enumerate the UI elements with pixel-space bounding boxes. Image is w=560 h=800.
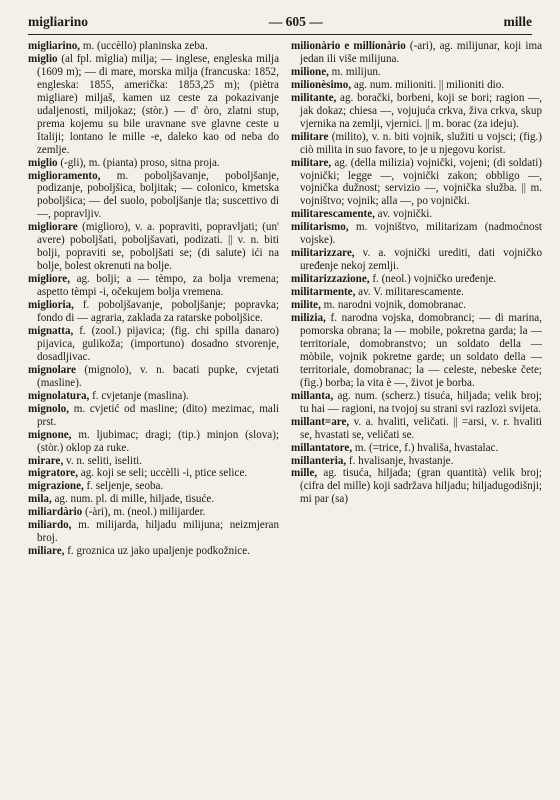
dictionary-entry	[28, 455, 279, 468]
entry-headword: milionàrio e millionàrio	[291, 40, 406, 52]
dictionary-entry	[28, 480, 279, 493]
entry-headword: mignolo,	[28, 402, 69, 415]
entry-definition: ag. borački, borbeni, koji se bori; ragion —, jak dokaz; chiesa —, vojujuća crkva, živa crkva, skup vjernika na zemlji, vjernici. || m. borac (za ideju).	[300, 91, 542, 130]
entry-definition: f. seljenje, seoba.	[83, 480, 164, 493]
entry-definition: f. cvjetanje (maslina).	[89, 389, 189, 402]
entry-definition: ag. bolji; a — tèmpo, za bolja vremena; aspetto tèmpi -i, očekujem bolja vremena.	[37, 273, 279, 299]
dictionary-entry	[291, 247, 542, 273]
entry-definition: v. a. vojnički urediti, dati vojničko uređenje nekoj zemlji.	[300, 247, 542, 273]
entry-headword: migliorare	[28, 221, 78, 234]
dictionary-entry	[28, 170, 279, 222]
entry-definition: ag. num. (scherz.) tisuća, hiljada; velik broj; tu hai — ragioni, na tvojoj su strani svi razlozi svijeta.	[300, 389, 542, 415]
entry-definition: v. n. seliti, iseliti.	[63, 454, 143, 467]
dictionary-entry	[291, 157, 542, 209]
entry-headword: militarizzare,	[291, 247, 355, 260]
entry-definition: (al fpl. mìglia) milja; — inglese, engleska milja (1609 m); — di mare, morska milja (francuska: 1852, engleska: 1855, američka: 1853,25 m); (piètra migliare) milјaš, kamen uz ceste za pokazivanje udaljenosti, miljokaz; (stòr.) — d' òro, zlatni stup, prema kojemu su bile uravnane sve glavne ceste u Italiji; lontano le mille -e, daleko kao od neba do zemlje.	[37, 52, 279, 156]
entry-definition: m. vojništvo, militarizam (nadmoćnost vojske).	[300, 221, 542, 247]
entry-headword: militare,	[291, 156, 332, 169]
entry-headword: miglioramento,	[28, 169, 101, 182]
entry-definition: f. hvalisanje, hvastanje.	[346, 454, 454, 467]
entry-definition: av. V. militarescamente.	[355, 286, 464, 299]
entry-headword: militare	[291, 130, 329, 143]
entry-headword: millantatore,	[291, 441, 353, 454]
entry-headword: militarescamente,	[291, 208, 375, 221]
dictionary-entry	[291, 416, 542, 442]
entry-headword: mignatta,	[28, 324, 74, 337]
dictionary-entry	[291, 286, 542, 299]
dictionary-entry	[28, 325, 279, 364]
dictionary-entry	[291, 92, 542, 131]
entry-headword: milizia,	[291, 312, 326, 325]
entry-headword: militarismo,	[291, 221, 349, 234]
entry-definition: ag. num. milioniti. || milioniti dio.	[351, 78, 505, 91]
entry-definition: f. (zool.) pijavica; (fig. chi spilla danaro) pijavica, gulikoža; (importuno) dosadno stvorenje, dosadljivac.	[37, 324, 279, 363]
dictionary-entry	[28, 403, 279, 429]
entry-definition: m. (uccèllo) planinska zeba.	[80, 40, 208, 52]
dictionary-entry	[291, 467, 542, 506]
page-number: — 605 —	[268, 14, 323, 29]
dictionary-entry	[291, 79, 542, 92]
entry-headword: milionèsimo,	[291, 78, 352, 91]
entry-definition: m. (=trice, f.) hvališa, hvastalac.	[352, 441, 499, 454]
entry-headword: millanteria,	[291, 454, 347, 467]
dictionary-entry	[28, 273, 279, 299]
entry-definition: ag. num. pl. di mille, hiljade, tisuće.	[51, 493, 215, 506]
right-column	[291, 40, 542, 794]
entry-definition: ag. (della milizia) vojnički, vojeni; (di soldati) vojnički; legge —, vojnički zakon; obbligo —, vojnička dužnost; servizio —, vojnička služba. || m. vojništvo; vojnik; alla —, po vojnički.	[300, 156, 542, 208]
entry-headword: migliarino,	[28, 40, 81, 52]
dictionary-entry	[28, 157, 279, 170]
entry-definition: m. narodni vojnik, domobranac.	[320, 299, 467, 312]
dictionary-entry	[28, 299, 279, 325]
dictionary-entry	[28, 467, 279, 480]
entry-headword: miliare,	[28, 545, 65, 558]
dictionary-entry	[28, 429, 279, 455]
entry-definition: m. poboljšavanje, poboljšanje, podizanje, poboljšica, boljitak; — colonico, kmetska poboljšica; — del suolo, poboljšanje tla; suscettivo di —, popravljiv.	[37, 169, 279, 221]
entry-headword: migrazione,	[28, 480, 84, 493]
entry-headword: miliardo,	[28, 519, 72, 532]
dictionary-entry	[291, 273, 542, 286]
entry-definition: ag. koji se seli; uccèlli -i, ptice selice.	[78, 467, 248, 480]
entry-definition: m. ljubimac; dragi; (tip.) minjon (slova); (stòr.) oklop za ruke.	[37, 428, 279, 454]
header-right-guide-word: mille	[503, 14, 532, 29]
entry-headword: miliardàrio	[28, 506, 83, 519]
entry-definition: m. milijarda, hiljadu milijuna; neizmjeran broj.	[37, 519, 279, 545]
dictionary-entry	[28, 506, 279, 519]
dictionary-entry	[291, 299, 542, 312]
page-header	[28, 14, 532, 34]
entry-definition: (-gli), m. (pianta) proso, sitna proja.	[57, 156, 220, 169]
entry-definition: (-àri), m. (neol.) milijarder.	[82, 506, 206, 519]
entry-headword: mila,	[28, 493, 52, 506]
dictionary-entry	[28, 545, 279, 558]
entry-definition: (milito), v. n. biti vojnik, služiti u vojsci; (fig.) ciò milita in suo favore, to je u njegovu korist.	[300, 130, 542, 156]
entry-headword: millant=are,	[291, 415, 350, 428]
entry-definition: f. poboljšavanje, poboljšanje; popravka; fondo di — agraria, zaklada za ratarske poboljšice.	[37, 299, 279, 325]
dictionary-entry	[291, 131, 542, 157]
dictionary-entry	[291, 40, 542, 66]
dictionary-entry	[291, 455, 542, 468]
entry-definition: m. cvjetić od masline; (dito) mezimac, mali prst.	[37, 402, 279, 428]
entry-headword: mirare,	[28, 454, 64, 467]
entry-definition: f. groznica uz jako upaljenje podkožnice.	[64, 545, 250, 558]
entry-headword: miglio	[28, 52, 58, 65]
entry-headword: mille,	[291, 467, 318, 480]
dictionary-entry	[291, 66, 542, 79]
entry-headword: migratore,	[28, 467, 79, 480]
entry-definition: f. (neol.) vojničko uređenje.	[369, 273, 497, 286]
header-left-guide-word: migliarino	[28, 14, 88, 29]
entry-headword: mignolare	[28, 363, 76, 376]
dictionary-entry	[28, 519, 279, 545]
dictionary-entry	[291, 390, 542, 416]
header-rule	[28, 34, 532, 35]
entry-definition: av. vojnički.	[374, 208, 433, 221]
entry-headword: militarmente,	[291, 286, 356, 299]
entry-definition: v. a. hvaliti, veličati. || =arsi, v. r. hvaliti se, hvastati se, veličati se.	[300, 415, 542, 441]
dictionary-entry	[28, 390, 279, 403]
dictionary-entry	[291, 208, 542, 221]
dictionary-entry	[28, 40, 279, 53]
entry-headword: millanta,	[291, 389, 334, 402]
entry-headword: mignone,	[28, 428, 72, 441]
entry-headword: milite,	[291, 299, 321, 312]
entry-headword: miglio	[28, 156, 58, 169]
entry-headword: migliore,	[28, 273, 71, 286]
entry-definition: m. milijun.	[328, 65, 381, 78]
dictionary-entry	[28, 221, 279, 273]
dictionary-entry	[291, 442, 542, 455]
entry-headword: miglioria,	[28, 299, 74, 312]
dictionary-entry	[291, 312, 542, 390]
entry-headword: militarizzazione,	[291, 273, 370, 286]
dictionary-entry	[291, 221, 542, 247]
entry-definition: (miglioro), v. a. popraviti, popravljati; (un' avere) poboljšati, poboljšavati, podizati. || v. n. biti bolji, popraviti se, poboljšati se; (di salute) ići na bolje, bolest okrenuti na bolje.	[37, 221, 279, 273]
entry-definition: (-ari), ag. milijunar, koji ima jedan ili više milijuna.	[300, 40, 542, 65]
entry-headword: milione,	[291, 65, 329, 78]
entry-definition: f. narodna vojska, domobranci; — di marina, pomorska obrana; la — mobile, pokretna garda; la — territoriale, domobranstvo; un soldato della — mòbile, vojnik pokretne garde; un soldato della — territoriale, domobranac; la — celeste, nebeske čete; (fig.) borba; la vita è —, život je borba.	[300, 312, 542, 389]
entry-definition: ag. tisuća, hiljada; (gran quantità) velik broj; (cifra del mille) koji sadržava hiljadu; hiljadugodišnji; mi par (sa)	[300, 467, 542, 506]
entry-headword: mignolatura,	[28, 389, 90, 402]
left-column	[28, 40, 279, 794]
dictionary-entry	[28, 53, 279, 157]
dictionary-entry	[28, 364, 279, 390]
entry-definition: (mignolo), v. n. bacati pupke, cvjetati (masline).	[37, 363, 279, 389]
dictionary-entry	[28, 493, 279, 506]
entry-headword: militante,	[291, 91, 337, 104]
two-column-body	[28, 40, 542, 794]
